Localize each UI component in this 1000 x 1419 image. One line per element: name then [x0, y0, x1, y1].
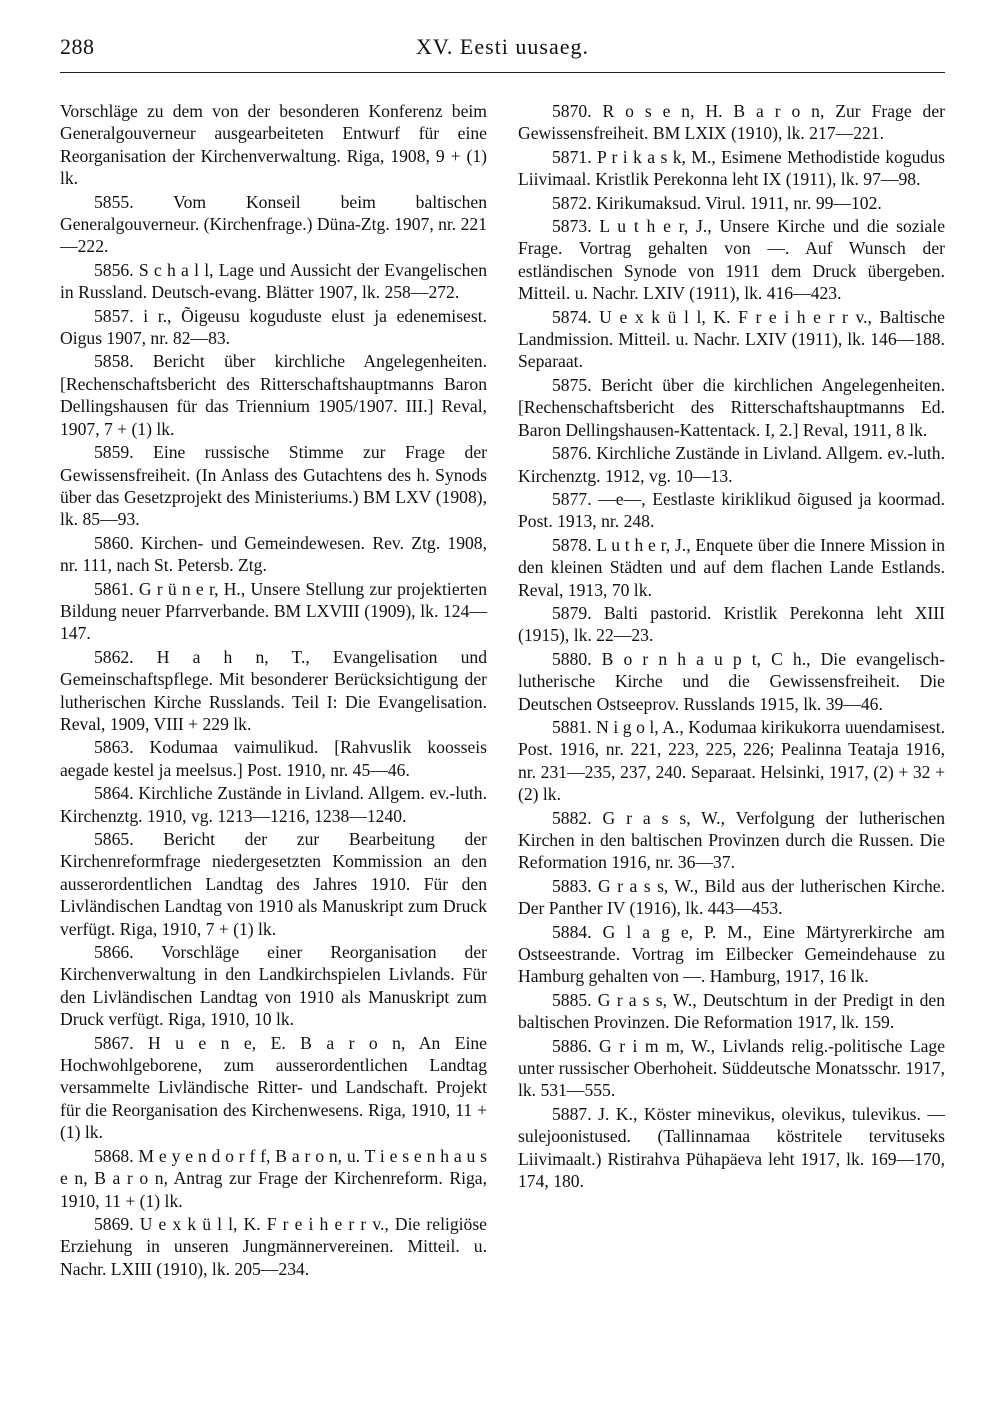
bibliography-entry: 5886. G r i m m, W., Livlands relig.-politische Lage unter russischer Oberhoheit. Süddeutsche Monatsschr. 1917, lk. 531—555. — [518, 1035, 945, 1101]
bibliography-entry: 5882. G r a s s, W., Verfolgung der lutherischen Kirchen in den baltischen Provinzen durch die Russen. Die Reformation 1916, nr. 36—37. — [518, 807, 945, 873]
running-title: XV. Eesti uusaeg. — [415, 34, 590, 59]
bibliography-entry: 5873. L u t h e r, J., Unsere Kirche und die soziale Frage. Vortrag gehalten von —. Auf Wunsch der estländischen Synode von 1911 dem Druck übergeben. Mitteil. u. Nachr. LXIV (1911), lk. 416—423. — [518, 216, 945, 304]
bibliography-entry: 5883. G r a s s, W., Bild aus der lutherischen Kirche. Der Panther IV (1916), lk. 443—453. — [518, 875, 945, 919]
bibliography-entry: 5874. U e x k ü l l, K. F r e i h e r r v., Baltische Landmission. Mitteil. u. Nachr. LXIV (1911), lk. 146—188. Separaat. — [518, 306, 945, 372]
bibliography-entry: 5884. G l a g e, P. M., Eine Märtyrerkirche am Ostseestrande. Vortrag im Eilbecker Gemeindehause zu Hamburg gehalten von —. Hamburg, 1917, 16 lk. — [518, 921, 945, 987]
bibliography-entry: 5870. R o s e n, H. B a r o n, Zur Frage der Gewissensfreiheit. BM LXIX (1910), lk. 217—221. — [518, 101, 945, 144]
bibliography-entry: 5861. G r ü n e r, H., Unsere Stellung zur projektierten Bildung neuer Pfarrverbande. BM LXVIII (1909), lk. 124—147. — [60, 578, 487, 644]
bibliography-entry: 5866. Vorschläge einer Reorganisation der Kirchenverwaltung in den Landkirchspielen Livlands. Für den Livländischen Landtag von 1910 als Manuskript zum Druck verfügt. Riga, 1910, 10 lk. — [60, 942, 487, 1030]
bibliography-entry: 5855. Vom Konseil beim baltischen Generalgouverneur. (Kirchenfrage.) Düna-Ztg. 1907, nr. 221—222. — [60, 191, 487, 257]
bibliography-entry: 5862. H a h n, T., Evangelisation und Gemeinschaftspflege. Mit besonderer Berücksichtigung der lutherischen Kirche Russlands. Teil I: Die Evangelisation. Reval, 1909, VIII + 229 lk. — [60, 646, 487, 734]
bibliography-entry: 5868. M e y e n d o r f f, B a r o n, u. T i e s e n h a u s e n, B a r o n, Antrag zur Frage der Kirchenreform. Riga, 1910, 11 + (1) lk. — [60, 1145, 487, 1211]
bibliography-entry: 5856. S c h a l l, Lage und Aussicht der Evangelischen in Russland. Deutsch-evang. Blätter 1907, lk. 258—272. — [60, 259, 487, 303]
header-rule — [60, 72, 945, 73]
bibliography-entry: 5877. —e—, Eestlaste kiriklikud õigused ja koormad. Post. 1913, nr. 248. — [518, 488, 945, 532]
bibliography-entry: 5864. Kirchliche Zustände in Livland. Allgem. ev.-luth. Kirchenztg. 1910, vg. 1213—1216, 1238—1240. — [60, 783, 487, 826]
left-column — [60, 100, 487, 1400]
bibliography-entry: 5867. H u e n e, E. B a r o n, An Eine Hochwohlgeborene, zum ausserordentlichen Landtag versammelte Livländische Ritter- und Landschaft. Projekt für die Reorganisation des Kirchenwesens. Riga, 1910, 11 + (1) lk. — [60, 1032, 487, 1143]
bibliography-entry: 5872. Kirikumaksud. Virul. 1911, nr. 99—102. — [552, 192, 882, 213]
bibliography-entry: 5880. B o r n h a u p t, C h., Die evangelisch-lutherische Kirche und die Gewissensfreiheit. Die Deutschen Ostseeprov. Russlands 1915, lk. 39—46. — [518, 648, 945, 714]
bibliography-entry: Vorschläge zu dem von der besonderen Konferenz beim Generalgouverneur ausgearbeiteten Entwurf für eine Reorganisation der Kirchenverwaltung. Riga, 1908, 9 + (1) lk. — [60, 101, 487, 189]
text-columns — [60, 100, 945, 1400]
bibliography-entry: 5863. Kodumaa vaimulikud. [Rahvuslik koosseis aegade kestel ja meelsus.] Post. 1910, nr. 45—46. — [60, 737, 487, 780]
bibliography-entry: 5887. J. K., Köster minevikus, olevikus, tulevikus. — sulejoonistused. (Tallinnamaa köstritele tervituseks Liivimaalt.) Ristirahva Pühapäeva leht 1917, lk. 169—170, 174, 180. — [518, 1103, 945, 1192]
bibliography-entry: 5879. Balti pastorid. Kristlik Perekonna leht XIII (1915), lk. 22—23. — [518, 602, 945, 646]
page-number: 288 — [60, 34, 95, 59]
bibliography-entry: 5876. Kirchliche Zustände in Livland. Allgem. ev.-luth. Kirchenztg. 1912, vg. 10—13. — [518, 443, 945, 486]
bibliography-entry: 5859. Eine russische Stimme zur Frage der Gewissensfreiheit. (In Anlass des Gutachtens des h. Synods über das Gesetzprojekt des Ministeriums.) BM LXV (1908), lk. 85—93. — [60, 442, 487, 530]
bibliography-entry: 5865. Bericht der zur Bearbeitung der Kirchenreformfrage niedergesetzten Kommission an den ausserordentlichen Landtag des Jahres 1910. Für den Livländischen Landtag von 1910 als Manuskript zum Druck verfügt. Riga, 1910, 7 + (1) lk. — [60, 829, 487, 939]
bibliography-entry: 5881. N i g o l, A., Kodumaa kirikukorra uuendamisest. Post. 1916, nr. 221, 223, 225, 226; Pealinna Teataja 1916, nr. 231—235, 237, 240. Separaat. Helsinki, 1917, (2) + 32 + (2) lk. — [518, 716, 945, 805]
bibliography-entry: 5875. Bericht über die kirchlichen Angelegenheiten. [Rechenschaftsbericht des Ritterschaftshauptmanns Ed. Baron Dellingshausen-Kattentack. I, 2.] Reval, 1911, 8 lk. — [518, 374, 945, 440]
bibliography-entry: 5871. P r i k a s k, M., Esimene Methodistide kogudus Liivimaal. Kristlik Perekonna leht IX (1911), lk. 97—98. — [518, 146, 945, 190]
bibliography-entry: 5857. i r., Õigeusu koguduste elust ja edenemisest. Oigus 1907, nr. 82—83. — [60, 305, 487, 349]
bibliography-entry: 5878. L u t h e r, J., Enquete über die Innere Mission in den kleinen Städten und auf dem flachen Lande Estlands. Reval, 1913, 70 lk. — [518, 534, 945, 600]
bibliography-entry: 5860. Kirchen- und Gemeindewesen. Rev. Ztg. 1908, nr. 111, nach St. Petersb. Ztg. — [60, 532, 487, 576]
bibliography-entry: 5858. Bericht über kirchliche Angelegenheiten. [Rechenschaftsbericht des Ritterschaftshauptmanns Baron Dellingshausen für das Triennium 1905/1907. III.] Reval, 1907, 7 + (1) lk. — [60, 351, 487, 439]
right-column — [518, 100, 945, 1400]
bibliography-entry: 5869. U e x k ü l l, K. F r e i h e r r v., Die religiöse Erziehung in unseren Jungmännervereinen. Mitteil. u. Nachr. LXIII (1910), lk. 205—234. — [60, 1213, 487, 1279]
bibliography-entry: 5885. G r a s s, W., Deutschtum in der Predigt in den baltischen Provinzen. Die Reformation 1917, lk. 159. — [518, 989, 945, 1033]
page-header — [60, 28, 945, 68]
